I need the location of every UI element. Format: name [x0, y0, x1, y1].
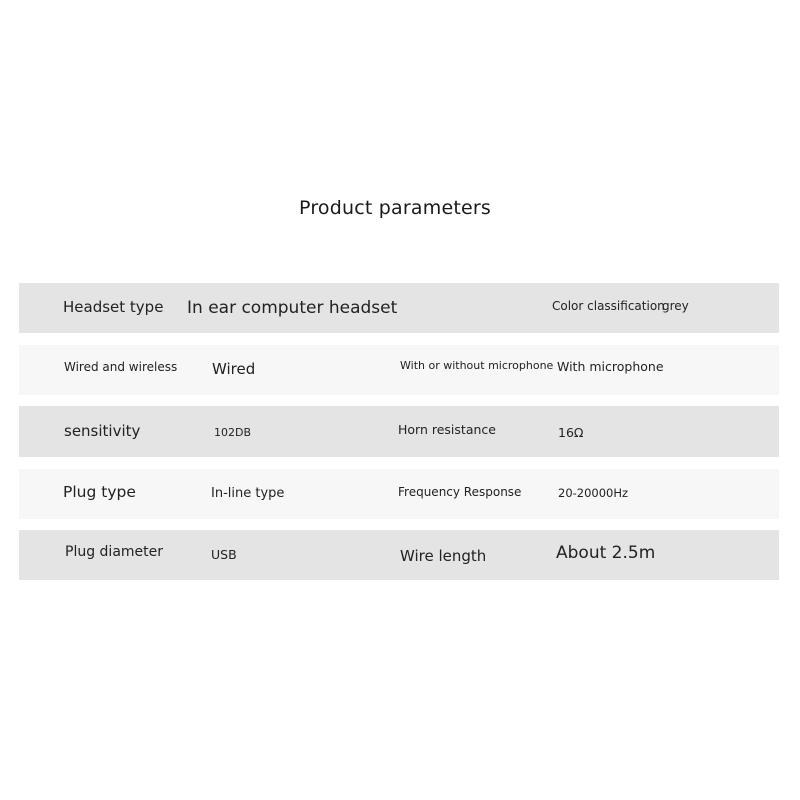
- param-value: Wired: [212, 360, 256, 378]
- param-row-plug-diameter: [19, 530, 779, 580]
- param-row-headset-type: [19, 283, 779, 333]
- param-value: grey: [662, 299, 689, 313]
- param-label: Color classification: [552, 299, 665, 313]
- param-value: In-line type: [211, 486, 285, 501]
- param-label: Wired and wireless: [64, 360, 178, 374]
- param-label: Frequency Response: [398, 485, 522, 499]
- param-value: With microphone: [557, 359, 664, 374]
- param-label: sensitivity: [64, 422, 141, 440]
- param-label: Wire length: [400, 547, 487, 565]
- param-label: Plug diameter: [65, 544, 164, 560]
- param-label: Plug type: [63, 483, 136, 501]
- param-row-wired: [19, 345, 779, 395]
- param-value: 20-20000Hz: [558, 486, 629, 500]
- param-row-plug-type: [19, 469, 779, 519]
- param-label: With or without microphone: [400, 359, 554, 372]
- param-value: In ear computer headset: [187, 298, 398, 318]
- param-row-sensitivity: [19, 406, 779, 457]
- param-value: 16Ω: [558, 425, 584, 440]
- param-label: Headset type: [63, 298, 164, 316]
- param-value: USB: [211, 547, 237, 562]
- param-value: 102DB: [214, 426, 252, 439]
- param-value: About 2.5m: [556, 543, 656, 563]
- page-title: Product parameters: [299, 197, 491, 219]
- param-label: Horn resistance: [398, 422, 496, 437]
